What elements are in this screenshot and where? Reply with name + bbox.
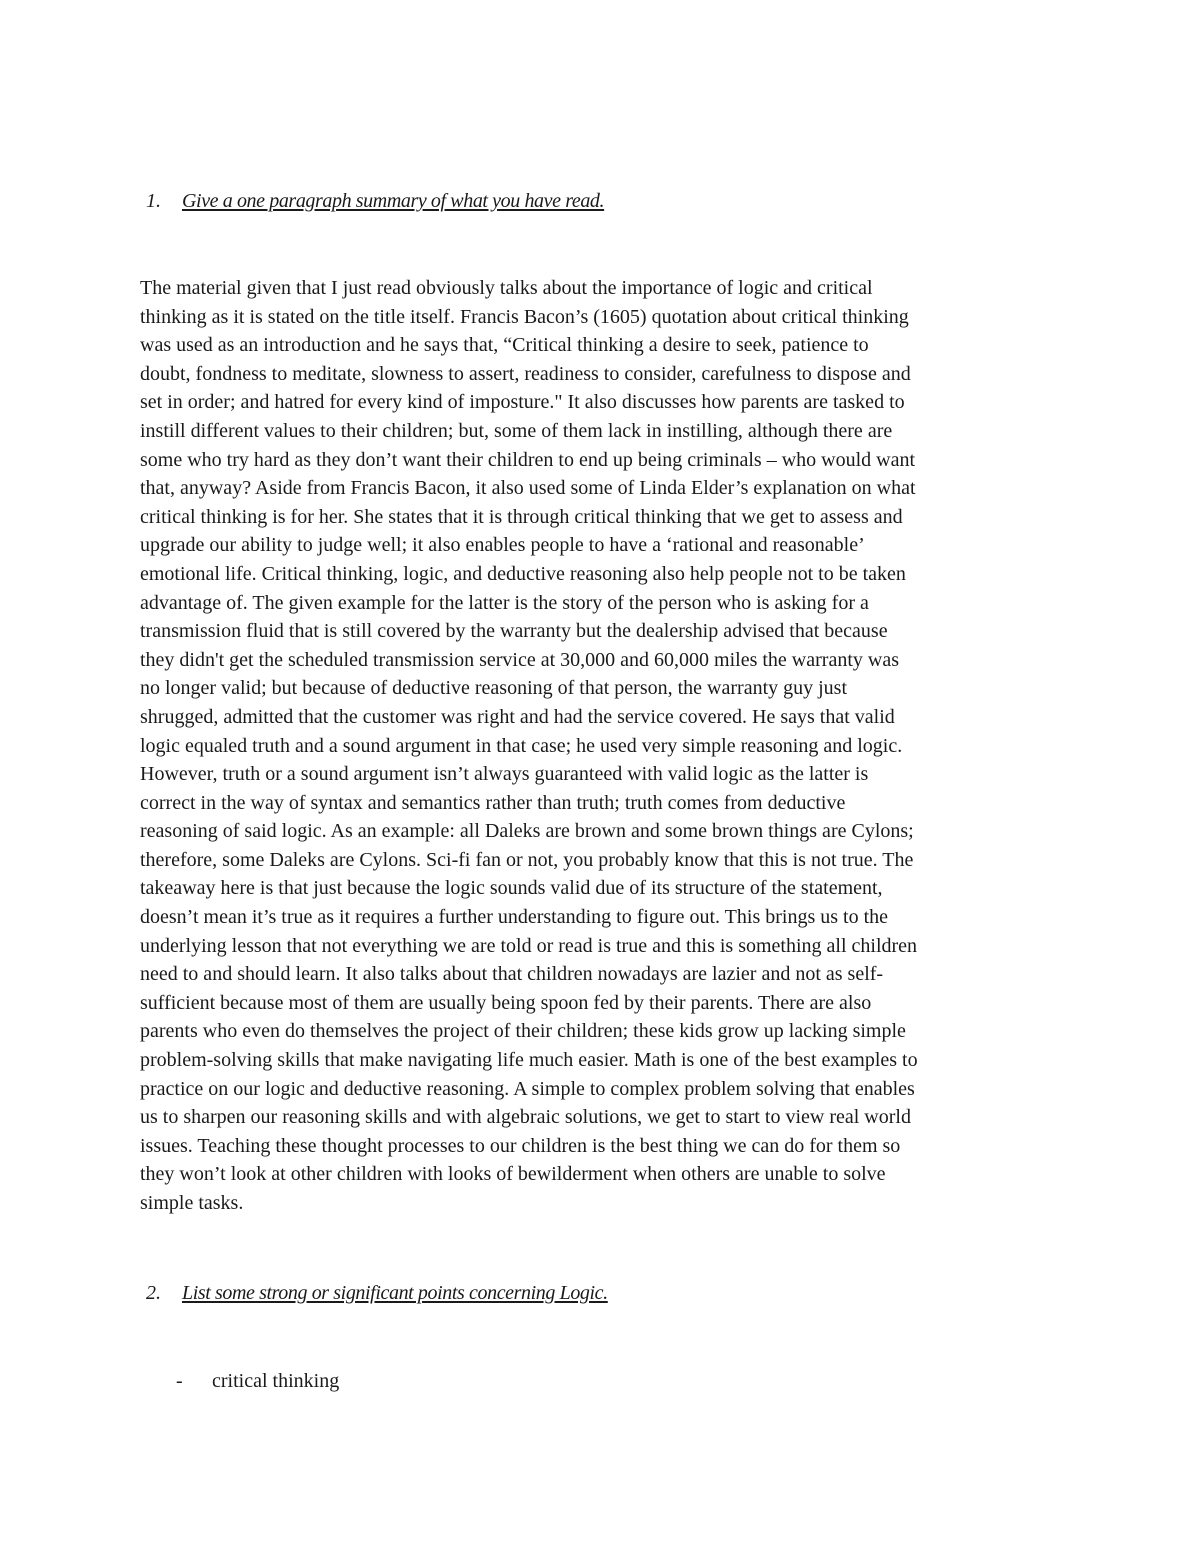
answer-line: they won’t look at other children with looks of bewilderment when others are unable to solve [140, 1163, 886, 1186]
answer-line: therefore, some Daleks are Cylons. Sci-fi fan or not, you probably know that this is not true. The [140, 848, 914, 871]
answer-line: no longer valid; but because of deductive reasoning of that person, the warranty guy just [140, 677, 848, 700]
answer-line: simple tasks. [140, 1192, 244, 1214]
answer-line: was used as an introduction and he says that, “Critical thinking a desire to seek, patience to [140, 334, 869, 357]
answer-line: that, anyway? Aside from Francis Bacon, it also used some of Linda Elder’s explanation on what [140, 477, 916, 500]
answer-line: some who try hard as they don’t want their children to end up being criminals – who would want [140, 448, 916, 471]
answer-line: need to and should learn. It also talks about that children nowadays are lazier and not as self- [140, 963, 884, 986]
points-list [176, 1367, 339, 1395]
answer-line: transmission fluid that is still covered by the warranty but the dealership advised that because [140, 620, 888, 643]
answer-line: sufficient because most of them are usually being spoon fed by their parents. There are also [140, 991, 872, 1014]
bullet-dash: - [176, 1370, 183, 1392]
answer-line: logic equaled truth and a sound argument in that case; he used very simple reasoning and logic. [140, 734, 903, 757]
answer-line: The material given that I just read obviously talks about the importance of logic and critical [140, 277, 873, 299]
answer-line: issues. Teaching these thought processes to our children is the best thing we can do for them so [140, 1134, 901, 1157]
answer-line: advantage of. The given example for the latter is the story of the person who is asking for a [140, 591, 869, 614]
answer-line: reasoning of said logic. As an example: all Daleks are brown and some brown things are Cylons; [140, 820, 914, 843]
question-1-number: 1. [146, 190, 161, 212]
answer-line: set in order; and hatred for every kind of imposture." It also discusses how parents are tasked to [140, 391, 905, 414]
answer-line: thinking as it is stated on the title itself. Francis Bacon’s (1605) quotation about critical thinking [140, 305, 909, 328]
answer-line: However, truth or a sound argument isn’t always guaranteed with valid logic as the latter is [140, 763, 869, 786]
question-2-text: List some strong or significant points concerning Logic. [182, 1282, 608, 1304]
answer-line: underlying lesson that not everything we are told or read is true and this is something all children [140, 934, 918, 957]
answer-line: critical thinking is for her. She states that it is through critical thinking that we get to assess and [140, 505, 903, 528]
answer-line: takeaway here is that just because the logic sounds valid due of its structure of the statement, [140, 877, 883, 900]
answer-line: upgrade our ability to judge well; it also enables people to have a ‘rational and reasonable’ [140, 534, 865, 557]
answer-line: shrugged, admitted that the customer was right and had the service covered. He says that valid [140, 705, 895, 728]
answer-line: practice on our logic and deductive reasoning. A simple to complex problem solving that enables [140, 1077, 915, 1100]
list-item [176, 1367, 339, 1395]
answer-line: doesn’t mean it’s true as it requires a further understanding to figure out. This brings us to the [140, 906, 888, 929]
answer-line: parents who even do themselves the project of their children; these kids grow up lacking simple [140, 1020, 906, 1043]
answer-line: us to sharpen our reasoning skills and with algebraic solutions, we get to start to view real world [140, 1106, 911, 1129]
answer-line: correct in the way of syntax and semantics rather than truth; truth comes from deductive [140, 791, 846, 814]
answer-paragraph [140, 274, 1060, 1218]
answer-line: problem-solving skills that make navigating life much easier. Math is one of the best examples to [140, 1049, 918, 1072]
question-1-text: Give a one paragraph summary of what you have read. [182, 190, 605, 212]
bullet-text: critical thinking [212, 1370, 340, 1392]
answer-line: doubt, fondness to meditate, slowness to assert, readiness to consider, carefulness to dispose and [140, 362, 911, 385]
answer-line: they didn't get the scheduled transmission service at 30,000 and 60,000 miles the warranty was [140, 648, 899, 671]
answer-line: instill different values to their children; but, some of them lack in instilling, although there are [140, 419, 893, 442]
question-2-number: 2. [146, 1282, 161, 1304]
answer-line: emotional life. Critical thinking, logic, and deductive reasoning also help people not to be taken [140, 562, 906, 585]
question-2 [146, 1279, 608, 1307]
question-1 [146, 187, 604, 215]
